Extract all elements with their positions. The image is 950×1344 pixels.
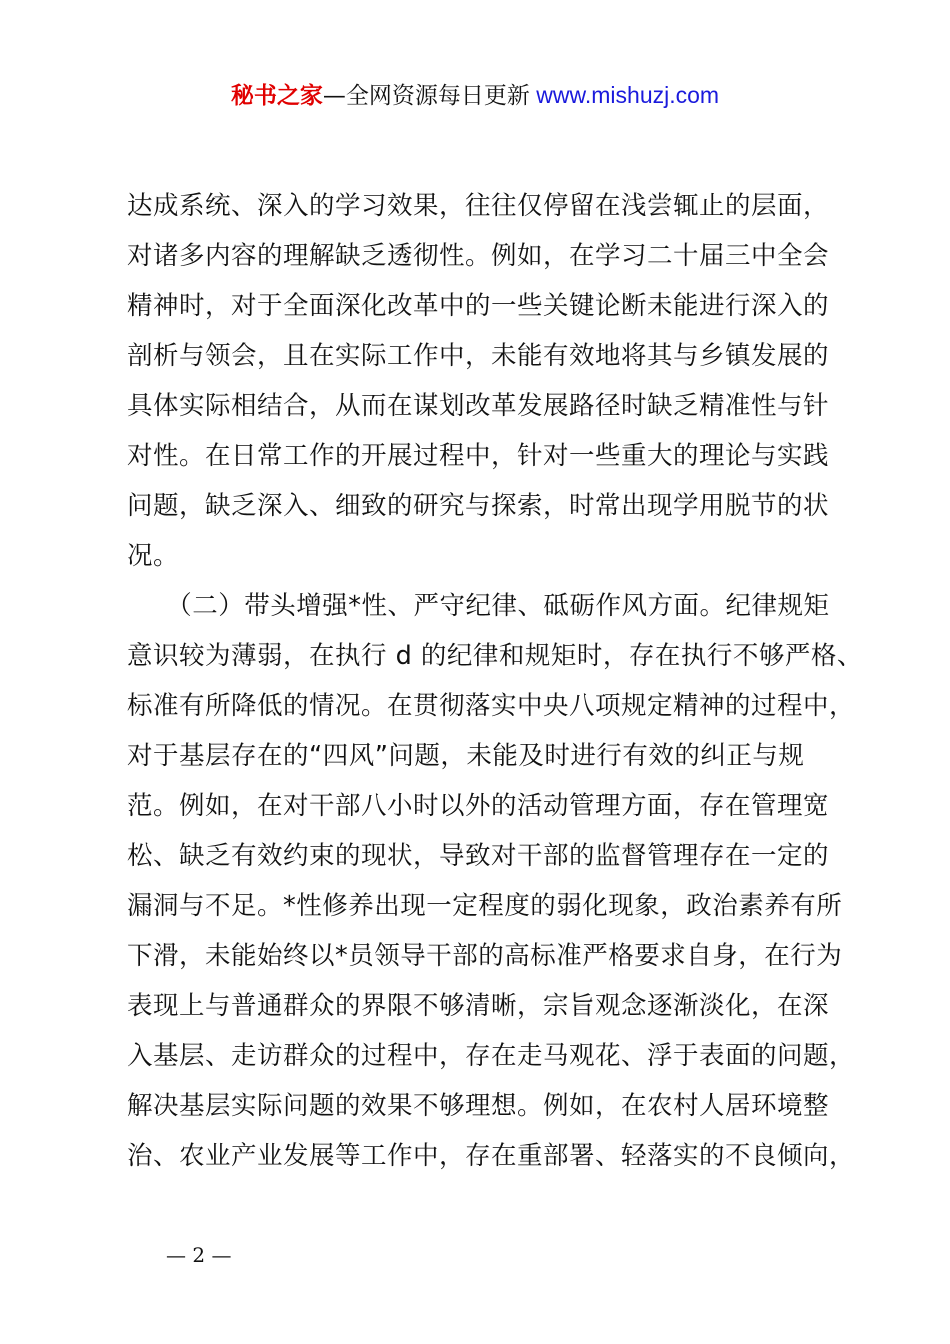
text-line: （二）带头增强*性、严守纪律、砥砺作风方面。纪律规矩 (127, 591, 830, 621)
text-line: 况。 (127, 541, 180, 571)
document-body (127, 181, 863, 1181)
text-line: 剖析与领会，且在实际工作中，未能有效地将其与乡镇发展的 (127, 341, 830, 371)
text-line: 对性。在日常工作的开展过程中，针对一些重大的理论与实践 (127, 441, 830, 471)
text-line: 问题，缺乏深入、细致的研究与探索，时常出现学用脱节的状 (127, 491, 830, 521)
site-slogan: —全网资源每日更新 (322, 83, 530, 109)
text-line: 对于基层存在的“四风”问题，未能及时进行有效的纠正与规 (127, 741, 805, 771)
text-line: 意识较为薄弱，在执行 d 的纪律和规矩时，存在执行不够严格、 (127, 641, 863, 671)
page-number: — 2 — (166, 1243, 232, 1267)
text-line: 解决基层实际问题的效果不够理想。例如，在农村人居环境整 (127, 1091, 830, 1121)
text-line: 下滑，未能始终以*员领导干部的高标准严格要求自身，在行为 (127, 941, 843, 971)
site-brand: 秘书之家 (230, 83, 323, 109)
site-header (0, 78, 950, 113)
text-line: 精神时，对于全面深化改革中的一些关键论断未能进行深入的 (127, 291, 830, 321)
text-line: 漏洞与不足。*性修养出现一定程度的弱化现象，政治素养有所 (127, 891, 843, 921)
text-line: 标准有所降低的情况。在贯彻落实中央八项规定精神的过程中， (127, 691, 856, 721)
text-line: 范。例如，在对干部八小时以外的活动管理方面，存在管理宽 (127, 791, 830, 821)
text-line: 入基层、走访群众的过程中，存在走马观花、浮于表面的问题， (127, 1041, 856, 1071)
site-url-link[interactable]: www.mishuzj.com (529, 82, 720, 108)
text-line: 具体实际相结合，从而在谋划改革发展路径时缺乏精准性与针 (127, 391, 830, 421)
text-line: 松、缺乏有效约束的现状，导致对干部的监督管理存在一定的 (127, 841, 830, 871)
text-line: 表现上与普通群众的界限不够清晰，宗旨观念逐渐淡化，在深 (127, 991, 830, 1021)
text-line: 达成系统、深入的学习效果，往往仅停留在浅尝辄止的层面， (127, 191, 830, 221)
text-line: 对诸多内容的理解缺乏透彻性。例如，在学习二十届三中全会 (127, 241, 830, 271)
text-line: 治、农业产业发展等工作中，存在重部署、轻落实的不良倾向， (127, 1141, 856, 1171)
